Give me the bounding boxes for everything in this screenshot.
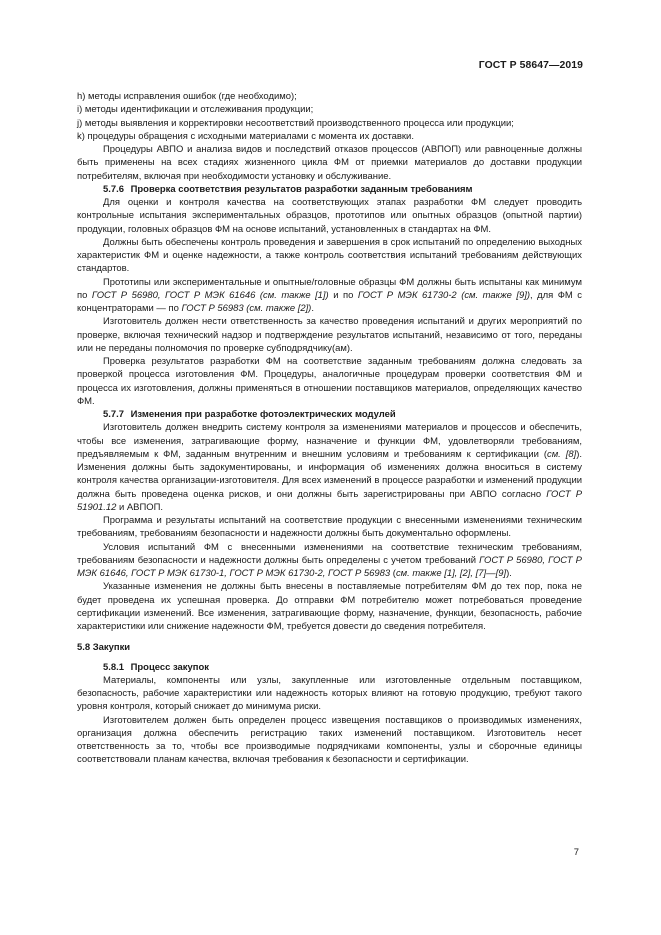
- text-run: Изготовитель должен внедрить систему контроля за изменениями материалов и процессов и обеспечить, чтобы все изменения, затрагивающие форму, назначение и функции ФМ, удовлетворяли требованиям, предъявляемым к ФМ, заданным внутренним и внешним условиям и требованиям к сертификации (: [77, 422, 582, 460]
- standard-reference: ГОСТ Р 51901.12: [77, 488, 582, 513]
- section-title: Закупки: [92, 642, 131, 654]
- paragraph: Указанные изменения не должны быть внесены в поставляемые потребителям ФМ до тех пор, пока не будет проведена их успешная проверка. До отправки ФМ потребителю может потребоваться проведение сертификации изменений. Все изменения, затрагивающие форму, назначение, функции, безопасность, рабочие характеристики или снижение надежности ФМ, требуется довести до сведения потребителя.: [77, 581, 582, 632]
- list-item-j: j) методы выявления и корректировки несоответствий производственного процесса или продукции;: [77, 117, 514, 129]
- text-run: Прототипы или экспериментальные и опытные/головные образцы ФМ должны быть испытаны как минимум по: [77, 276, 582, 301]
- paragraph: Изготовитель должен нести ответственность за качество проведения испытаний и других мероприятий по проверке, включая технический надзор и подтверждение результатов испытаний, независимо от того, переданы или не переданы полномочия по проверке субподрядчику(ам).: [77, 316, 582, 354]
- paragraph: Проверка результатов разработки ФМ на соответствие заданным требованиям должна следовать за проверкой процесса изготовления ФМ. Процедуры, аналогичные процедурам проверки соответствия ФМ и процесса их изготовления, должны применяться в отношении поставщиков материалов, определяющих качество ФМ.: [77, 356, 582, 407]
- text-run: .: [311, 303, 314, 314]
- section-title: Изменения при разработке фотоэлектрических модулей: [130, 409, 396, 420]
- citation: см. [8]: [546, 448, 577, 460]
- standard-reference: ГОСТ Р 56983: [181, 303, 244, 314]
- text-run: ). Изменения должны быть задокументированы, и информация об изменениях должна вноситься в систему контроля качества организации-изготовителя. Для всех изменений в процессе разработки и изменений продукции должна быть проведена оценка рисков, и они должны быть зарегистрированы при АВПО согласно: [77, 448, 582, 500]
- section-number: 5.8: [77, 642, 91, 654]
- paragraph: [77, 421, 582, 514]
- list-item-k: k) процедуры обращения с исходными материалами с момента их доставки.: [77, 130, 414, 142]
- citation: (см. также [9]): [456, 289, 530, 301]
- paragraph: [77, 541, 582, 581]
- text-run: и АВПОП.: [116, 501, 164, 513]
- text-run: Условия испытаний ФМ с внесенными изменениями на соответствие техническим требованиям, требованиям безопасности и надежности должны быть определены с учетом требований: [77, 541, 582, 566]
- text-run: ).: [506, 568, 512, 579]
- citation: (см. также [2]): [243, 303, 312, 314]
- citation: (см. также [1]): [255, 289, 329, 301]
- text-run: (: [390, 568, 396, 579]
- section-title: Проверка соответствия результатов разработки заданным требованиям: [130, 183, 473, 195]
- document-header: ГОСТ Р 58647—2019: [478, 60, 583, 71]
- paragraph: [77, 276, 582, 316]
- page-number: 7: [573, 847, 579, 858]
- standard-reference: ГОСТ Р 56980, ГОСТ Р МЭК 61646: [91, 289, 256, 301]
- text-run: , для ФМ с концентраторами — по: [77, 289, 582, 314]
- text-run: и по: [328, 289, 358, 301]
- paragraph: Программа и результаты испытаний на соответствие продукции с внесенными изменениями техническим требованиям, требованиям безопасности и надежности должны быть документально оформлены.: [77, 515, 582, 540]
- paragraph-avpo: Процедуры АВПО и анализа видов и последствий отказов процессов (АВПОП) или равноценные должны быть применены на всех стадиях жизненного цикла ФМ от приемки материалов до доставки продукции потребителям, включая при необходимости установку и обслуживание.: [77, 144, 582, 182]
- section-title: Процесс закупок: [130, 661, 209, 673]
- paragraph: Для оценки и контроля качества на соответствующих этапах разработки ФМ следует проводить контрольные испытания экспериментальных образцов, прототипов или опытных образцов (опытной партии) продукции, головных образцов ФМ на основе испытаний, установленных в стандартах на ФМ.: [77, 197, 582, 235]
- citation: см. также [1], [2], [7]—[9]: [395, 568, 507, 579]
- list-item-h: h) методы исправления ошибок (где необходимо);: [77, 91, 297, 102]
- section-number: 5.8.1: [103, 661, 124, 673]
- standard-reference: ГОСТ Р 56980, ГОСТ Р МЭК 61646, ГОСТ Р МЭК 61730-1, ГОСТ Р МЭК 61730-2, ГОСТ Р 56983: [77, 554, 582, 579]
- paragraph: Материалы, компоненты или узлы, закупленные или изготовленные отдельным поставщиком, безопасность, рабочие характеристики или надежность которых влияют на готовую продукцию, требуют такого уровня контроля, который снижает до минимума риски.: [77, 674, 582, 713]
- document-body: [77, 90, 582, 767]
- section-heading-5-8: [77, 641, 582, 654]
- section-heading-5-7-7: [77, 408, 582, 421]
- section-heading-5-8-1: [77, 661, 582, 674]
- section-number: 5.7.7: [103, 409, 124, 420]
- list-item-i: i) методы идентификации и отслеживания продукции;: [77, 104, 314, 116]
- section-number: 5.7.6: [103, 183, 124, 195]
- paragraph: Должны быть обеспечены контроль проведения и завершения в срок испытаний по определению выходных характеристик ФМ и оценке надежности, а также контроль соответствия испытаний требованиям действующих стандартов.: [77, 236, 582, 275]
- paragraph: Изготовителем должен быть определен процесс извещения поставщиков о производимых изменениях, организация должна обеспечить регистрацию таких изменений поставщиком. Изготовитель несет ответственность за то, чтобы все производимые подрядчиками компоненты, узлы и сборочные единицы соответствовали планам качества, включая требования к безопасности и сертификации.: [77, 714, 582, 766]
- section-heading-5-7-6: [77, 183, 582, 196]
- standard-reference: ГОСТ Р МЭК 61730-2: [357, 289, 457, 301]
